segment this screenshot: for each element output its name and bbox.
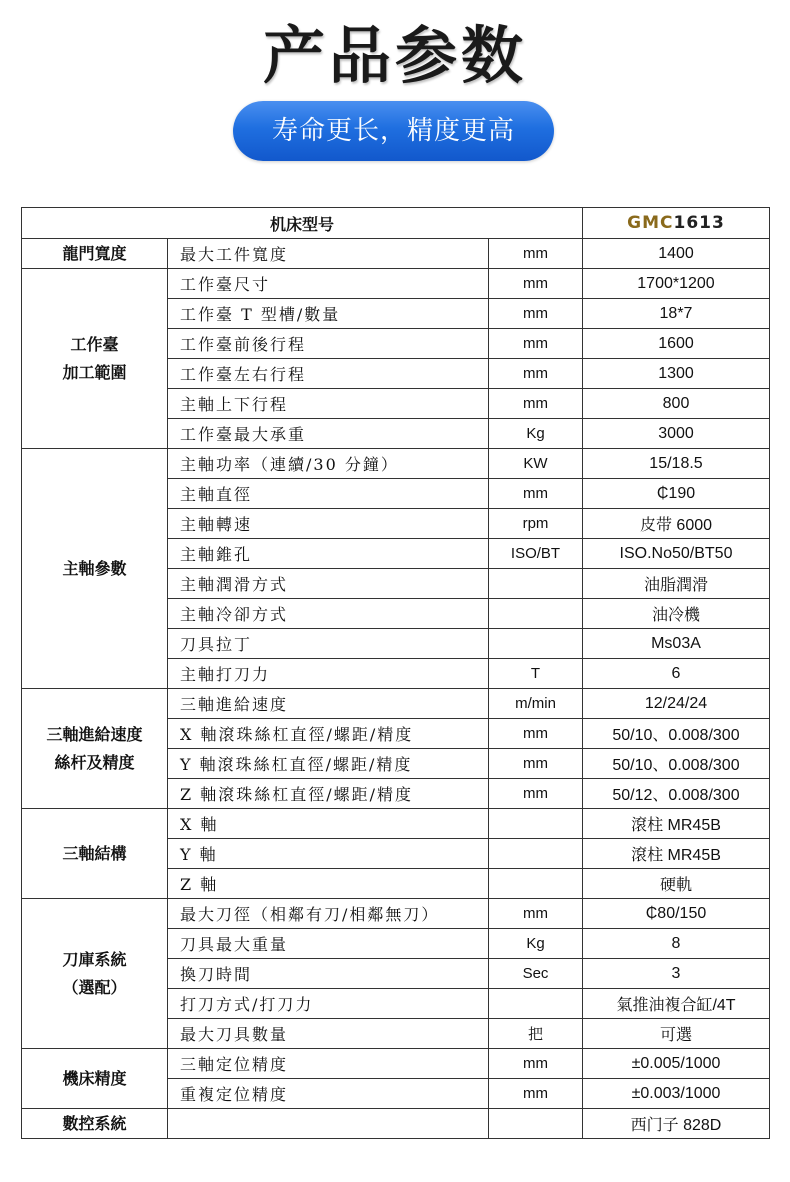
unit-cell: m/min <box>489 689 583 719</box>
value-cell: Ms03A <box>583 629 770 659</box>
unit-cell: mm <box>489 239 583 269</box>
model-header-label: 机床型号 <box>22 208 583 239</box>
category-cell: 主軸參數 <box>22 449 168 689</box>
slogan-banner: 寿命更长，精度更高 <box>233 101 554 161</box>
unit-cell <box>489 1109 583 1139</box>
item-cell: Y 軸 <box>168 839 489 869</box>
value-cell: 8 <box>583 929 770 959</box>
table-row <box>22 239 770 269</box>
unit-cell: Kg <box>489 419 583 449</box>
value-cell: 3000 <box>583 419 770 449</box>
value-cell: 3 <box>583 959 770 989</box>
item-cell: 換刀時間 <box>168 959 489 989</box>
table-header-row <box>22 208 770 239</box>
item-cell: 刀具拉丁 <box>168 629 489 659</box>
category-cell: 三軸結構 <box>22 809 168 899</box>
value-cell: 800 <box>583 389 770 419</box>
value-cell: 50/10、0.008/300 <box>583 749 770 779</box>
unit-cell <box>489 629 583 659</box>
category-cell <box>22 899 168 1049</box>
item-cell: 工作臺前後行程 <box>168 329 489 359</box>
value-cell: 可選 <box>583 1019 770 1049</box>
category-label-line: 工作臺 <box>70 334 119 354</box>
category-label-line: 刀庫系統 <box>62 949 127 969</box>
unit-cell: ISO/BT <box>489 539 583 569</box>
value-cell: 6 <box>583 659 770 689</box>
unit-cell: T <box>489 659 583 689</box>
unit-cell: mm <box>489 329 583 359</box>
table-row <box>22 899 770 929</box>
unit-cell <box>489 809 583 839</box>
model-name <box>583 208 770 239</box>
table-row <box>22 269 770 299</box>
item-cell: 主軸轉速 <box>168 509 489 539</box>
item-cell: 三軸定位精度 <box>168 1049 489 1079</box>
unit-cell: KW <box>489 449 583 479</box>
spec-table <box>21 207 770 1139</box>
table-row <box>22 809 770 839</box>
unit-cell: mm <box>489 479 583 509</box>
unit-cell: Sec <box>489 959 583 989</box>
value-cell: 皮带 6000 <box>583 509 770 539</box>
model-prefix: GMC <box>627 213 674 233</box>
category-label-line: 三軸進給速度 <box>46 724 143 744</box>
item-cell: X 軸滾珠絲杠直徑/螺距/精度 <box>168 719 489 749</box>
item-cell <box>168 1109 489 1139</box>
unit-cell <box>489 599 583 629</box>
unit-cell: mm <box>489 359 583 389</box>
value-cell: ±0.003/1000 <box>583 1079 770 1109</box>
item-cell: 主軸打刀力 <box>168 659 489 689</box>
unit-cell: rpm <box>489 509 583 539</box>
value-cell: 油脂潤滑 <box>583 569 770 599</box>
category-label-line: （選配） <box>62 977 127 997</box>
item-cell: 三軸進給速度 <box>168 689 489 719</box>
value-cell: 50/10、0.008/300 <box>583 719 770 749</box>
item-cell: 主軸潤滑方式 <box>168 569 489 599</box>
unit-cell <box>489 869 583 899</box>
item-cell: 最大刀具數量 <box>168 1019 489 1049</box>
value-cell: ±0.005/1000 <box>583 1049 770 1079</box>
page-title: 产品参数 <box>262 19 527 92</box>
value-cell: ISO.No50/BT50 <box>583 539 770 569</box>
unit-cell: mm <box>489 1079 583 1109</box>
item-cell: 工作臺最大承重 <box>168 419 489 449</box>
table-row <box>22 689 770 719</box>
unit-cell: mm <box>489 389 583 419</box>
item-cell: 工作臺尺寸 <box>168 269 489 299</box>
unit-cell: mm <box>489 1049 583 1079</box>
unit-cell: mm <box>489 779 583 809</box>
value-cell: 12/24/24 <box>583 689 770 719</box>
unit-cell: 把 <box>489 1019 583 1049</box>
item-cell: Y 軸滾珠絲杠直徑/螺距/精度 <box>168 749 489 779</box>
value-cell: 滾柱 MR45B <box>583 839 770 869</box>
item-cell: 打刀方式/打刀力 <box>168 989 489 1019</box>
item-cell: 主軸冷卻方式 <box>168 599 489 629</box>
item-cell: 主軸錐孔 <box>168 539 489 569</box>
item-cell: 工作臺 T 型槽/數量 <box>168 299 489 329</box>
value-cell: 1400 <box>583 239 770 269</box>
value-cell: 15/18.5 <box>583 449 770 479</box>
unit-cell: mm <box>489 299 583 329</box>
category-label-line: 絲杆及精度 <box>54 752 135 772</box>
item-cell: Z 軸 <box>168 869 489 899</box>
item-cell: X 軸 <box>168 809 489 839</box>
category-label-line: 加工範圍 <box>62 362 127 382</box>
value-cell: 18*7 <box>583 299 770 329</box>
unit-cell: mm <box>489 269 583 299</box>
value-cell: 西门子 828D <box>583 1109 770 1139</box>
category-cell: 機床精度 <box>22 1049 168 1109</box>
value-cell: 硬軌 <box>583 869 770 899</box>
item-cell: 重複定位精度 <box>168 1079 489 1109</box>
value-cell: 1700*1200 <box>583 269 770 299</box>
unit-cell <box>489 989 583 1019</box>
unit-cell <box>489 839 583 869</box>
value-cell: 1600 <box>583 329 770 359</box>
value-cell: 油冷機 <box>583 599 770 629</box>
value-cell: 氣推油複合缸/4T <box>583 989 770 1019</box>
item-cell: 工作臺左右行程 <box>168 359 489 389</box>
unit-cell: mm <box>489 899 583 929</box>
item-cell: 主軸直徑 <box>168 479 489 509</box>
value-cell: 1300 <box>583 359 770 389</box>
item-cell: 刀具最大重量 <box>168 929 489 959</box>
value-cell: 50/12、0.008/300 <box>583 779 770 809</box>
unit-cell: mm <box>489 719 583 749</box>
unit-cell <box>489 569 583 599</box>
value-cell: 滾柱 MR45B <box>583 809 770 839</box>
value-cell: ₵80/150 <box>583 899 770 929</box>
item-cell: 主軸功率（連續/30 分鐘） <box>168 449 489 479</box>
unit-cell: mm <box>489 749 583 779</box>
value-cell: ₵190 <box>583 479 770 509</box>
category-cell: 數控系統 <box>22 1109 168 1139</box>
category-cell <box>22 689 168 809</box>
category-cell <box>22 269 168 449</box>
item-cell: Z 軸滾珠絲杠直徑/螺距/精度 <box>168 779 489 809</box>
category-cell: 龍門寬度 <box>22 239 168 269</box>
unit-cell: Kg <box>489 929 583 959</box>
table-row <box>22 1109 770 1139</box>
table-row <box>22 1049 770 1079</box>
model-number: 1613 <box>673 213 725 233</box>
item-cell: 最大工件寬度 <box>168 239 489 269</box>
table-row <box>22 449 770 479</box>
item-cell: 主軸上下行程 <box>168 389 489 419</box>
item-cell: 最大刀徑（相鄰有刀/相鄰無刀） <box>168 899 489 929</box>
